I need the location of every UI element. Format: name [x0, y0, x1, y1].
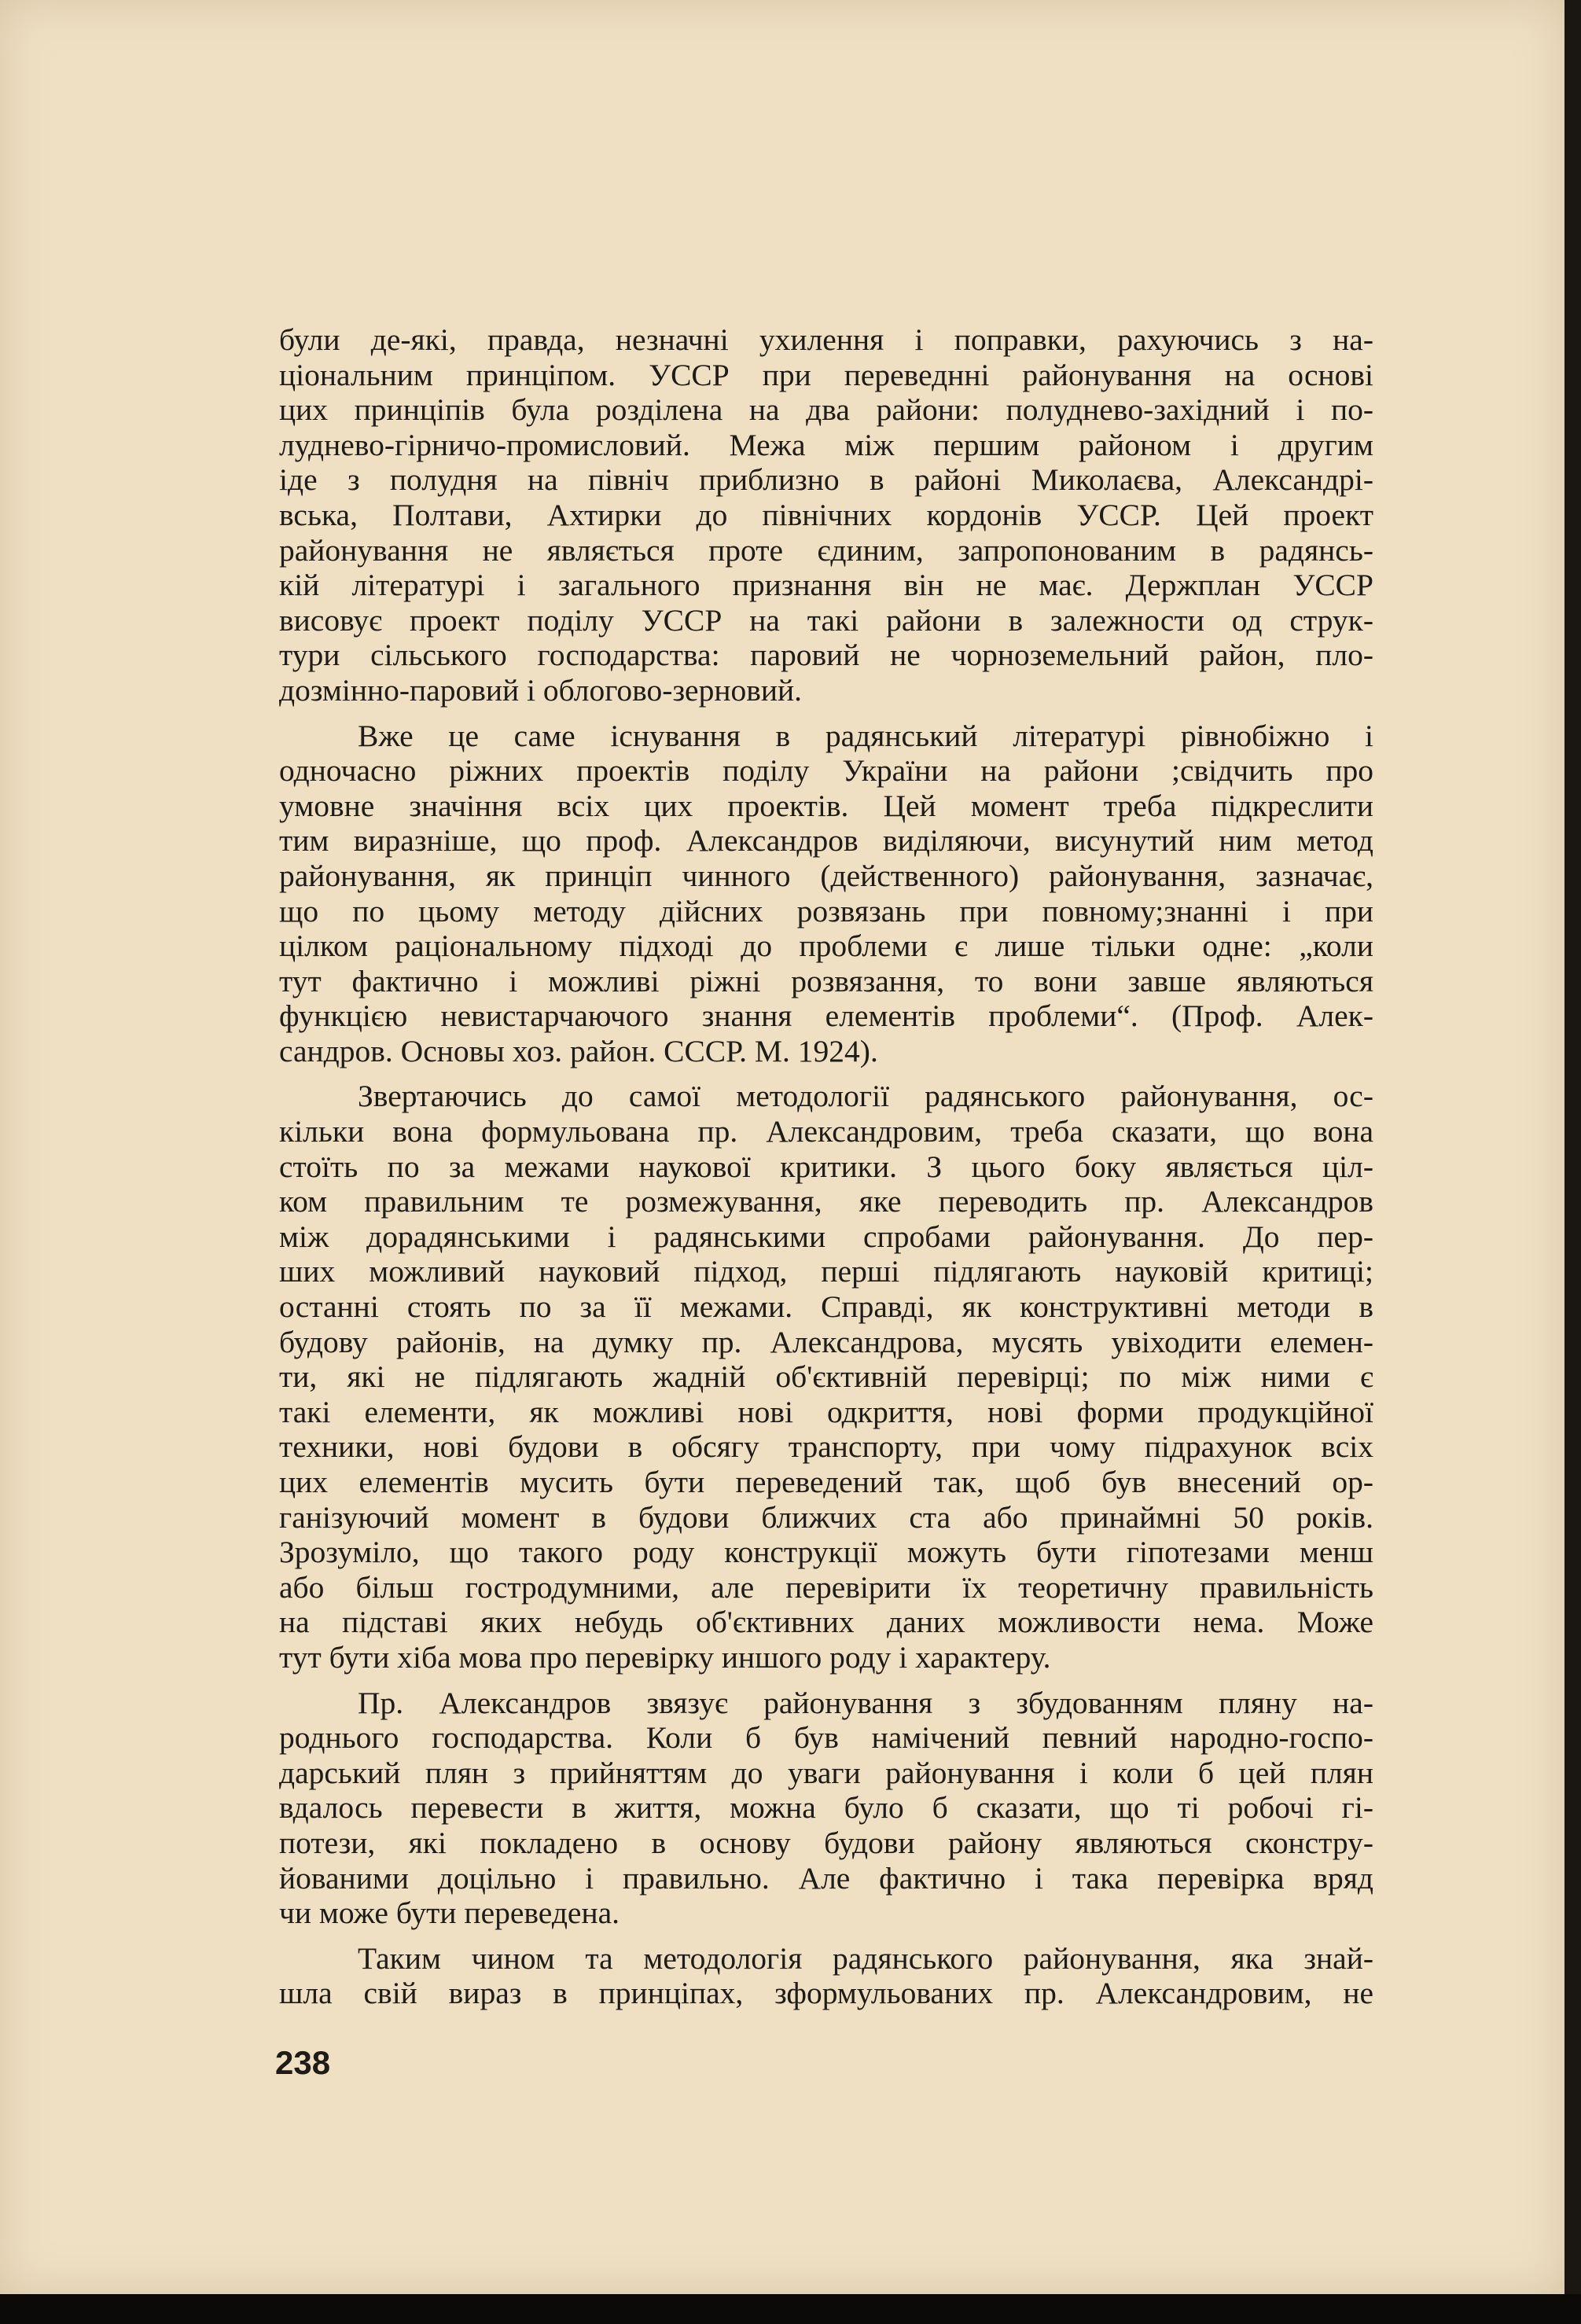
- text-line: чи може бути переведена.: [279, 1896, 620, 1931]
- text-line: Вже це саме існування в радянський літературі рівнобіжно і: [358, 718, 1373, 753]
- paragraph: [279, 322, 1373, 708]
- text-line: Пр. Александров звязує районування з збудованням пляну на-: [358, 1685, 1373, 1720]
- text-line: висовує проект поділу УССР на такі райони в залежности од струк-: [279, 602, 1373, 638]
- paragraph: [279, 1686, 1373, 1931]
- text-line: тури сільського господарства: паровий не чорноземельний район, пло-: [279, 638, 1373, 673]
- text-line: одночасно ріжних проектів поділу України на райони ;свідчить про: [279, 753, 1373, 789]
- text-line: тим виразніше, що проф. Александров виділяючи, висунутий ним метод: [279, 823, 1373, 859]
- text-line: стоїть по за межами наукової критики. З цього боку являється ціл-: [279, 1149, 1373, 1184]
- text-line: роднього господарства. Коли б був намічений певний народно-госпо-: [279, 1720, 1373, 1756]
- text-line: цих елементів мусить бути переведений так, щоб був внесений ор-: [279, 1465, 1373, 1499]
- text-line: ганізуючий момент в будови ближчих ста або принаймні 50 років.: [279, 1499, 1373, 1535]
- text-line: будову районів, на думку пр. Александрова, мусять увіходити елемен-: [279, 1324, 1373, 1359]
- page-edge-shadow: [1564, 0, 1581, 2324]
- text-line: вська, Полтави, Ахтирки до північних кордонів УССР. Цей проект: [279, 497, 1373, 532]
- text-line: кільки вона формульована пр. Александровим, треба сказати, що вона: [279, 1114, 1373, 1149]
- text-line: були де-які, правда, незначні ухилення і поправки, рахуючись з на-: [279, 322, 1373, 357]
- text-line: цих принціпів була розділена на два райони: полудневo-західний і по-: [279, 392, 1373, 428]
- text-line: функцією невистарчаючого знання елементів проблеми“. (Проф. Алек-: [279, 998, 1373, 1034]
- text-line: ших можливий науковий підход, перші підлягають науковій критиці;: [279, 1254, 1373, 1289]
- text-line: сандров. Основы хоз. район. СССР. М. 1924).: [279, 1033, 878, 1068]
- scan-border: [0, 2294, 1581, 2324]
- text-line: вдалось перевести в життя, можна було б сказати, що ті робочі гі-: [279, 1790, 1373, 1826]
- paragraph: [279, 1079, 1373, 1675]
- text-line: йованими доцільно і правильно. Але фактично і така перевірка вряд: [279, 1860, 1373, 1896]
- text-line: потези, які покладено в основу будови району являються сконстру-: [279, 1825, 1373, 1860]
- text-line: шла свій вираз в принціпах, зформульованих пр. Александровим, не: [279, 1976, 1373, 2011]
- text-line: ти, які не підлягають жадній об'єктивній перевірці; по між ними є: [279, 1359, 1373, 1395]
- text-column: [279, 322, 1373, 2021]
- text-line: техники, нові будови в обсягу транспорту, при чому підрахунок всіх: [279, 1429, 1373, 1465]
- text-line: дозмінно-паровий і облогово-зерновий.: [279, 672, 803, 708]
- text-line: тут фактично і можливі ріжні розвязання, то вони завше являються: [279, 963, 1373, 998]
- text-line: що по цьому методу дійсних розвязань при повному;знанні і при: [279, 893, 1373, 928]
- text-line: Звертаючись до самої методології радянського районування, ос-: [358, 1079, 1373, 1114]
- text-line: районування, як принціп чинного (действенного) районування, зазначає,: [279, 858, 1373, 893]
- text-line: останні стоять по за її межами. Справді, як конструктивні методи в: [279, 1289, 1373, 1325]
- text-line: такі елементи, як можливі нові одкриття, нові форми продукційної: [279, 1394, 1373, 1429]
- text-line: тут бути хіба мова про перевірку иншого роду і характеру.: [279, 1639, 1051, 1675]
- text-line: районування не являється проте єдиним, запропонованим в радянсь-: [279, 532, 1373, 568]
- text-line: ком правильним те розмежування, яке переводить пр. Александров: [279, 1184, 1373, 1219]
- text-line: між дорадянськими і радянськими спробами районування. До пер-: [279, 1219, 1373, 1254]
- text-line: цілком раціональному підході до проблеми є лише тільки одне: „коли: [279, 928, 1373, 964]
- text-line: ціональним принціпом. УССР при переведнні районування на основі: [279, 357, 1373, 392]
- paragraph: [279, 1941, 1373, 2011]
- text-line: на підставі яких небудь об'єктивних даних можливости нема. Може: [279, 1605, 1373, 1640]
- text-line: іде з полудня на північ приблизно в районі Миколаєва, Александрі-: [279, 462, 1373, 498]
- text-line: дарський плян з прийняттям до уваги районування і коли б цей плян: [279, 1755, 1373, 1790]
- paragraph: [279, 719, 1373, 1069]
- text-line: луднево-гірничо-промисловий. Межа між першим районом і другим: [279, 427, 1373, 462]
- text-line: або більш гостродумними, але перевірити їх теоретичну правильність: [279, 1569, 1373, 1605]
- text-line: Зрозуміло, що такого роду конструкції можуть бути гіпотезами менш: [279, 1535, 1373, 1570]
- text-line: кій літературі і загального признання він не має. Держплан УССР: [279, 568, 1373, 603]
- page-number: 238: [275, 2044, 331, 2081]
- text-line: Таким чином та методологія радянського районування, яка знай-: [358, 1940, 1373, 1976]
- text-line: умовне значіння всіх цих проектів. Цей момент треба підкреслити: [279, 788, 1373, 823]
